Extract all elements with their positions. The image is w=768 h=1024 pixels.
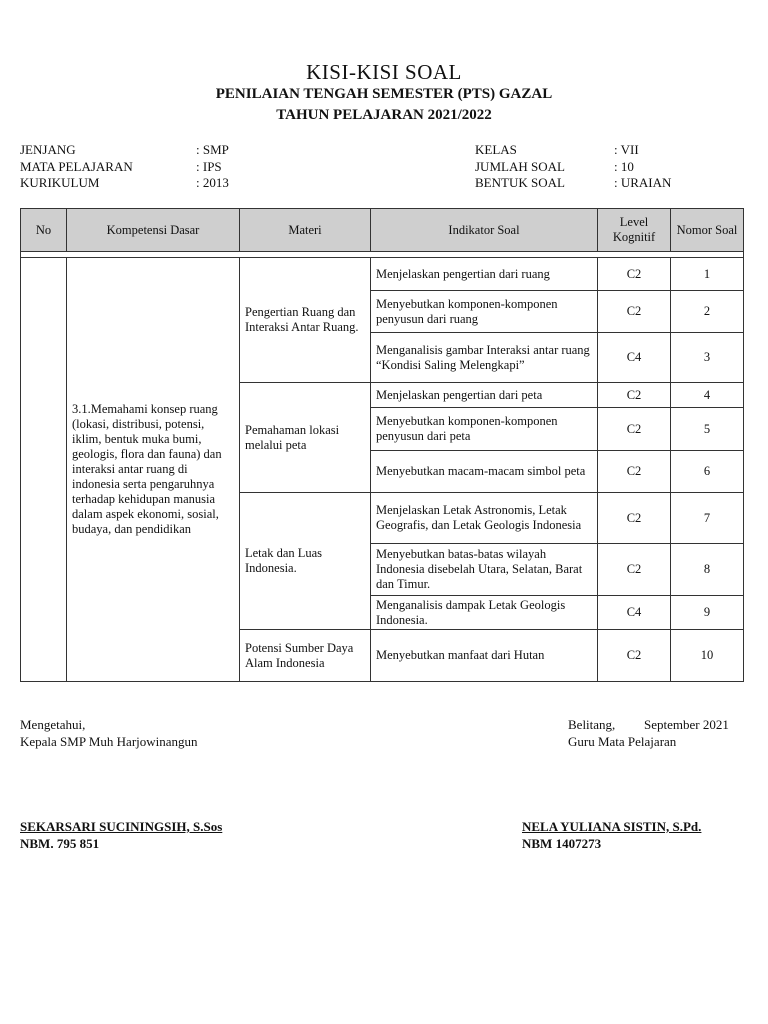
indikator-cell: Menyebutkan manfaat dari Hutan <box>371 630 598 682</box>
level-cell: C2 <box>598 451 671 493</box>
meta-label: KURIKULUM <box>20 175 100 190</box>
principal-title: Kepala SMP Muh Harjowinangun <box>20 734 198 749</box>
teacher-block <box>568 716 729 750</box>
meta-mata-pelajaran <box>20 159 320 176</box>
nomor-cell: 6 <box>671 451 744 493</box>
meta-bentuk-soal <box>475 175 735 192</box>
indikator-cell: Menganalisis gambar Interaksi antar ruang “Kondisi Saling Melengkapi” <box>371 333 598 383</box>
materi-cell: Pengertian Ruang dan Interaksi Antar Ruang. <box>240 258 371 383</box>
nomor-cell: 9 <box>671 596 744 630</box>
principal-name: SEKARSARI SUCININGSIH, S.Sos <box>20 819 223 834</box>
meta-value: : 2013 <box>196 175 229 190</box>
header-nomor-soal: Nomor Soal <box>671 209 744 252</box>
meta-label: KELAS <box>475 142 517 157</box>
meta-jumlah-soal <box>475 159 735 176</box>
materi-cell: Letak dan Luas Indonesia. <box>240 493 371 630</box>
kompetensi-dasar-cell: 3.1.Memahami konsep ruang (lokasi, distribusi, potensi, iklim, bentuk muka bumi, geologis, flora dan fauna) dan interaksi antar ruang di indonesia serta pengaruhnya terhadap kehidupan manusia dalam aspek ekonomi, sosial, budaya, dan pendidikan <box>67 258 240 682</box>
nomor-cell: 3 <box>671 333 744 383</box>
kisi-kisi-table <box>20 208 744 682</box>
level-cell: C2 <box>598 291 671 333</box>
approval-label: Mengetahui, <box>20 717 86 732</box>
date: September 2021 <box>644 717 729 732</box>
indikator-cell: Menganalisis dampak Letak Geologis Indonesia. <box>371 596 598 630</box>
meta-kelas <box>475 142 735 159</box>
header-indikator-soal: Indikator Soal <box>371 209 598 252</box>
indikator-cell: Menyebutkan batas-batas wilayah Indonesia disebelah Utara, Selatan, Barat dan Timur. <box>371 544 598 596</box>
indikator-cell: Menjelaskan pengertian dari peta <box>371 383 598 408</box>
level-cell: C4 <box>598 596 671 630</box>
teacher-title: Guru Mata Pelajaran <box>568 734 677 749</box>
principal-signature <box>20 818 222 852</box>
meta-value: : 10 <box>614 158 634 174</box>
teacher-name: NELA YULIANA SISTIN, S.Pd. <box>522 819 702 834</box>
header-level-kognitif: Level Kognitif <box>598 209 671 252</box>
nomor-cell: 5 <box>671 408 744 451</box>
meta-right-block <box>475 142 735 192</box>
nomor-cell: 8 <box>671 544 744 596</box>
place: Belitang, <box>568 717 616 732</box>
level-cell: C2 <box>598 630 671 682</box>
meta-label: BENTUK SOAL <box>475 175 565 190</box>
level-cell: C2 <box>598 383 671 408</box>
meta-value: : IPS <box>196 158 222 174</box>
level-cell: C2 <box>598 544 671 596</box>
meta-value: : VII <box>614 142 639 157</box>
meta-label: JUMLAH SOAL <box>475 158 565 174</box>
principal-id: NBM. 795 851 <box>20 836 100 851</box>
meta-kurikulum <box>20 175 320 192</box>
table-header-row <box>21 209 744 252</box>
indikator-cell: Menjelaskan Letak Astronomis, Letak Geografis, dan Letak Geologis Indonesia <box>371 493 598 544</box>
approval-block <box>20 716 198 750</box>
level-cell: C4 <box>598 333 671 383</box>
document-subtitle: PENILAIAN TENGAH SEMESTER (PTS) GAZAL <box>215 86 553 102</box>
indikator-cell: Menyebutkan macam-macam simbol peta <box>371 451 598 493</box>
header-materi: Materi <box>240 209 371 252</box>
level-cell: C2 <box>598 258 671 291</box>
document-title: KISI-KISI SOAL <box>306 60 462 84</box>
meta-label: JENJANG <box>20 142 76 157</box>
nomor-cell: 2 <box>671 291 744 333</box>
nomor-cell: 4 <box>671 383 744 408</box>
materi-cell: Potensi Sumber Daya Alam Indonesia <box>240 630 371 682</box>
meta-left-block <box>20 142 320 192</box>
nomor-cell: 10 <box>671 630 744 682</box>
meta-label: MATA PELAJARAN <box>20 158 133 174</box>
level-cell: C2 <box>598 408 671 451</box>
teacher-id: NBM 1407273 <box>522 836 602 851</box>
academic-year: TAHUN PELAJARAN 2021/2022 <box>276 107 492 123</box>
table-row <box>21 258 744 291</box>
indikator-cell: Menyebutkan komponen-komponen penyusun dari peta <box>371 408 598 451</box>
meta-value: : URAIAN <box>614 175 672 190</box>
place-date <box>568 716 729 733</box>
materi-cell: Pemahaman lokasi melalui peta <box>240 383 371 493</box>
indikator-cell: Menjelaskan pengertian dari ruang <box>371 258 598 291</box>
teacher-signature <box>522 818 701 852</box>
level-cell: C2 <box>598 493 671 544</box>
nomor-cell: 7 <box>671 493 744 544</box>
nomor-cell: 1 <box>671 258 744 291</box>
header-kompetensi-dasar: Kompetensi Dasar <box>67 209 240 252</box>
meta-jenjang <box>20 142 320 159</box>
indikator-cell: Menyebutkan komponen-komponen penyusun dari ruang <box>371 291 598 333</box>
meta-value: : SMP <box>196 142 229 157</box>
no-cell <box>21 258 67 682</box>
header-no: No <box>21 209 67 252</box>
